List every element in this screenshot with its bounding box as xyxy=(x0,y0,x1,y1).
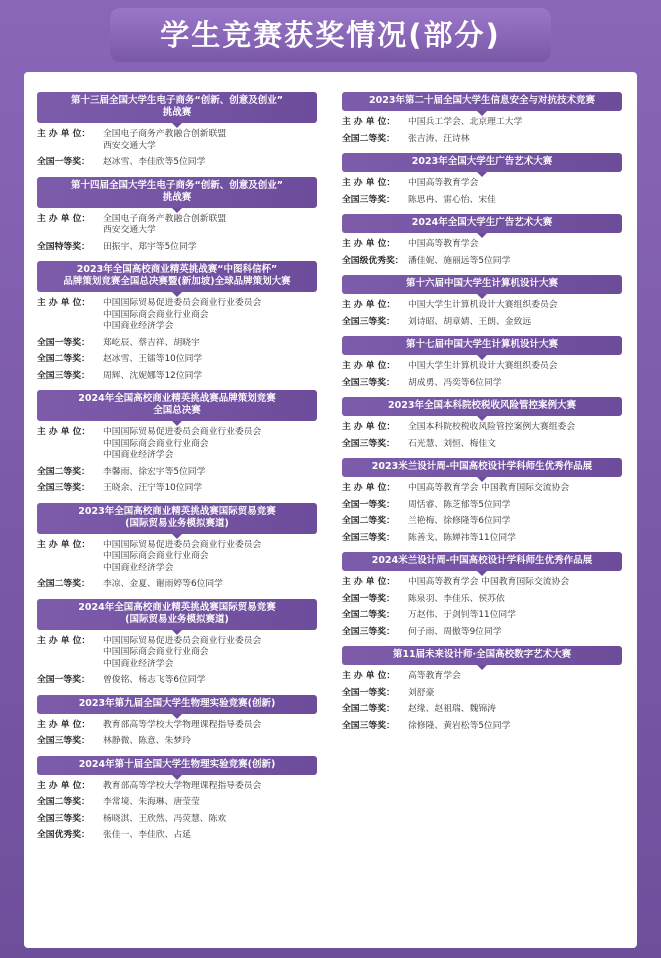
award-value: 中国国际贸易促进委员会商业行业委员会 中国国际商会商业行业商会 中国商业经济学会 xyxy=(103,635,262,669)
award-value: 中国高等教育学会 xyxy=(408,178,479,188)
award-row xyxy=(342,439,622,451)
award-row xyxy=(37,579,317,591)
award-label: 全国一等奖： xyxy=(342,499,395,510)
award-row xyxy=(342,610,622,622)
competition-block xyxy=(342,646,622,732)
award-label: 全国一等奖： xyxy=(342,687,395,698)
competition-title: 2024年第十届全国大学生物理实验竞赛(创新) xyxy=(37,756,317,775)
award-row xyxy=(37,157,317,169)
award-value: 石光慧、刘恒、梅佳文 xyxy=(408,438,496,449)
award-value: 王晓余、汪宁等10位同学 xyxy=(103,483,203,493)
award-row xyxy=(342,594,622,606)
awards-sheet xyxy=(24,72,637,948)
award-value: 刘舒豪 xyxy=(408,687,435,698)
competition-block xyxy=(342,214,622,267)
award-value: 中国高等教育学会 xyxy=(408,239,479,249)
award-label: 主 办 单 位： xyxy=(342,117,396,127)
award-label: 主 办 单 位： xyxy=(342,483,396,493)
award-label: 主 办 单 位： xyxy=(342,178,396,188)
award-label: 全国三等奖： xyxy=(342,377,395,388)
award-row xyxy=(37,736,317,748)
award-row xyxy=(37,298,317,333)
left-column xyxy=(37,92,317,850)
award-row xyxy=(342,500,622,512)
award-label: 全国三等奖： xyxy=(342,438,395,449)
award-value: 兰艳梅、徐修隆等6位同学 xyxy=(408,516,511,526)
award-row xyxy=(342,378,622,390)
award-value: 周恬睿、陈芝郁等5位同学 xyxy=(408,499,511,510)
competition-title: 第十三届全国大学生电子商务“创新、创意及创业” 挑战赛 xyxy=(37,92,317,123)
award-label: 全国二等奖： xyxy=(342,610,395,620)
award-row xyxy=(37,242,317,254)
award-value: 中国国际贸易促进委员会商业行业委员会 中国国际商会商业行业商会 中国商业经济学会 xyxy=(103,539,262,573)
award-row xyxy=(37,781,317,793)
award-row xyxy=(342,317,622,329)
award-row xyxy=(37,720,317,732)
award-row xyxy=(37,675,317,687)
award-label: 全国二等奖： xyxy=(342,704,395,714)
award-row xyxy=(342,361,622,373)
award-label: 全国三等奖： xyxy=(342,532,395,543)
competition-block xyxy=(342,397,622,450)
award-value: 万赵伟、于剑钊等11位同学 xyxy=(408,610,516,620)
competition-block xyxy=(37,261,317,382)
award-value: 赵冰雪、李佳欣等5位同学 xyxy=(103,157,206,167)
competition-block xyxy=(342,336,622,389)
award-value: 何子雨、周傲等9位同学 xyxy=(408,626,502,637)
award-row xyxy=(342,239,622,251)
award-label: 主 办 单 位： xyxy=(342,577,396,587)
award-row xyxy=(37,371,317,383)
award-row xyxy=(37,830,317,842)
competition-title: 2023年全国大学生广告艺术大赛 xyxy=(342,153,622,172)
award-value: 中国大学生计算机设计大赛组织委员会 xyxy=(408,361,558,371)
competition-block xyxy=(342,92,622,145)
award-label: 全国三等奖： xyxy=(342,720,395,731)
award-value: 李常境、朱海琳、唐莹莹 xyxy=(103,797,200,807)
award-label: 全国二等奖： xyxy=(37,354,90,364)
award-label: 全国三等奖： xyxy=(342,194,395,205)
award-value: 徐修隆、黄岩松等5位同学 xyxy=(408,720,511,731)
competition-block xyxy=(342,552,622,638)
award-value: 教育部高等学校大学物理课程指导委员会 xyxy=(103,719,262,730)
award-label: 主 办 单 位： xyxy=(37,129,91,139)
award-value: 教育部高等学校大学物理课程指导委员会 xyxy=(103,780,262,791)
award-label: 全国三等奖： xyxy=(342,316,395,327)
award-row xyxy=(342,577,622,589)
award-label: 主 办 单 位： xyxy=(37,719,91,730)
competition-title: 2024年全国大学生广告艺术大赛 xyxy=(342,214,622,233)
award-row xyxy=(342,704,622,716)
award-value: 中国大学生计算机设计大赛组织委员会 xyxy=(408,300,558,310)
award-label: 全国三等奖： xyxy=(37,736,90,746)
award-row xyxy=(37,129,317,152)
award-value: 林静微、陈意、朱梦玲 xyxy=(103,736,191,746)
award-row xyxy=(342,516,622,528)
award-row xyxy=(342,688,622,700)
award-label: 主 办 单 位： xyxy=(37,213,91,224)
competition-title: 第十七届中国大学生计算机设计大赛 xyxy=(342,336,622,355)
award-value: 李凉、金夏、谢雨婷等6位同学 xyxy=(103,579,223,589)
award-label: 全国二等奖： xyxy=(37,466,90,477)
award-row xyxy=(37,636,317,671)
award-value: 刘诗昭、胡章婧、王朗、金致远 xyxy=(408,316,532,327)
award-label: 主 办 单 位： xyxy=(342,239,396,249)
competition-block xyxy=(342,153,622,206)
award-value: 中国国际贸易促进委员会商业行业委员会 中国国际商会商业行业商会 中国商业经济学会 xyxy=(103,298,262,331)
award-row xyxy=(37,338,317,350)
award-label: 主 办 单 位： xyxy=(342,361,396,371)
competition-block xyxy=(37,503,317,591)
competition-block xyxy=(37,390,317,495)
award-label: 主 办 单 位： xyxy=(342,671,396,681)
award-row xyxy=(342,721,622,733)
right-column xyxy=(342,92,622,740)
award-row xyxy=(342,671,622,683)
page-title: 学生竞赛获奖情况(部分) xyxy=(110,8,551,62)
award-value: 赵缘、赵祖瑞、魏锦涛 xyxy=(408,704,496,714)
award-row xyxy=(342,195,622,207)
award-label: 全国三等奖： xyxy=(37,483,90,493)
award-row xyxy=(37,814,317,826)
competition-block xyxy=(37,756,317,842)
award-value: 曾俊铭、杨志飞等6位同学 xyxy=(103,675,206,685)
award-label: 主 办 单 位： xyxy=(37,427,91,437)
award-row xyxy=(37,797,317,809)
award-value: 李馨雨、徐宏宇等5位同学 xyxy=(103,466,206,477)
competition-title: 2023年全国高校商业精英挑战赛国际贸易竞赛 (国际贸易业务模拟赛道) xyxy=(37,503,317,534)
award-label: 全国二等奖： xyxy=(342,133,395,144)
competition-block xyxy=(37,695,317,748)
award-value: 陈思冉、雷心怡、宋佳 xyxy=(408,194,496,205)
competition-block xyxy=(37,92,317,169)
award-value: 全国电子商务产教融合创新联盟 西安交通大学 xyxy=(103,129,227,151)
award-value: 陈泉羽、李佳乐、侯苏依 xyxy=(408,593,505,604)
award-label: 全国三等奖： xyxy=(342,626,395,637)
award-row xyxy=(37,483,317,495)
competition-title: 第11届未来设计师·全国高校数字艺术大赛 xyxy=(342,646,622,665)
award-row xyxy=(342,117,622,129)
award-value: 胡成勇、冯奕等6位同学 xyxy=(408,377,502,388)
award-row xyxy=(37,214,317,237)
award-value: 杨晓淇、王欣然、冯荧慧、陈欢 xyxy=(103,813,227,824)
award-label: 主 办 单 位： xyxy=(37,780,91,791)
competition-block xyxy=(37,599,317,687)
award-row xyxy=(342,627,622,639)
competition-title: 2023年全国本科院校税收风险管控案例大赛 xyxy=(342,397,622,416)
competition-title: 2023年第二十届全国大学生信息安全与对抗技术竞赛 xyxy=(342,92,622,111)
award-label: 全国一等奖： xyxy=(37,157,90,167)
award-row xyxy=(342,178,622,190)
award-row xyxy=(342,483,622,495)
award-label: 主 办 单 位： xyxy=(37,635,91,646)
award-value: 高等教育学会 xyxy=(408,671,461,681)
award-value: 中国国际贸易促进委员会商业行业委员会 中国国际商会商业行业商会 中国商业经济学会 xyxy=(103,427,262,460)
award-value: 中国高等教育学会 中国教育国际交流协会 xyxy=(408,577,570,587)
award-value: 中国兵工学会、北京理工大学 xyxy=(408,117,523,127)
award-row xyxy=(37,427,317,462)
award-value: 张吉涛、汪诗林 xyxy=(408,133,470,144)
award-label: 主 办 单 位： xyxy=(37,298,91,308)
competition-title: 2024年全国高校商业精英挑战赛品牌策划竞赛 全国总决赛 xyxy=(37,390,317,421)
award-label: 全国级优秀奖： xyxy=(342,255,404,266)
award-label: 全国二等奖： xyxy=(342,516,395,526)
award-value: 中国高等教育学会 中国教育国际交流协会 xyxy=(408,483,570,493)
competition-title: 2023年全国高校商业精英挑战赛“中图科信杯” 品牌策划竞赛全国总决赛暨(新加坡)全球品牌策划大赛 xyxy=(37,261,317,292)
award-row xyxy=(37,540,317,575)
competition-title: 第十六届中国大学生计算机设计大赛 xyxy=(342,275,622,294)
competition-title: 2023年第九届全国大学生物理实验竞赛(创新) xyxy=(37,695,317,714)
award-value: 赵冰雪、王镭等10位同学 xyxy=(103,354,203,364)
award-label: 全国一等奖： xyxy=(37,337,90,348)
award-row xyxy=(342,422,622,434)
award-label: 主 办 单 位： xyxy=(342,300,396,310)
award-label: 全国三等奖： xyxy=(37,813,90,824)
award-row xyxy=(342,134,622,146)
award-value: 郑屹辰、蔡吉祥、胡晓宇 xyxy=(103,337,200,348)
competition-title: 2024米兰设计周-中国高校设计学科师生优秀作品展 xyxy=(342,552,622,571)
award-value: 全国电子商务产教融合创新联盟 西安交通大学 xyxy=(103,213,227,235)
competition-block xyxy=(342,275,622,328)
award-row xyxy=(342,300,622,312)
award-value: 田振宇、郑宇等5位同学 xyxy=(103,241,197,252)
award-row xyxy=(37,354,317,366)
award-label: 全国三等奖： xyxy=(37,370,90,381)
award-label: 全国特等奖： xyxy=(37,241,90,252)
competition-title: 2023米兰设计周-中国高校设计学科师生优秀作品展 xyxy=(342,458,622,477)
award-label: 主 办 单 位： xyxy=(342,422,396,432)
award-row xyxy=(342,533,622,545)
award-label: 全国一等奖： xyxy=(342,593,395,604)
competition-title: 第十四届全国大学生电子商务“创新、创意及创业” 挑战赛 xyxy=(37,177,317,208)
award-label: 主 办 单 位： xyxy=(37,539,91,550)
award-label: 全国优秀奖： xyxy=(37,830,90,840)
competition-title: 2024年全国高校商业精英挑战赛国际贸易竞赛 (国际贸易业务模拟赛道) xyxy=(37,599,317,630)
award-value: 周辉、沈妮娜等12位同学 xyxy=(103,370,203,381)
award-value: 陈善戈、陈婵祎等11位同学 xyxy=(408,532,516,543)
award-label: 全国二等奖： xyxy=(37,797,90,807)
award-label: 全国一等奖： xyxy=(37,675,90,685)
award-row xyxy=(342,256,622,268)
award-label: 全国二等奖： xyxy=(37,579,90,589)
award-value: 全国本科院校税收风险管控案例大赛组委会 xyxy=(408,422,576,432)
award-value: 潘佳妮、施丽远等5位同学 xyxy=(408,255,511,266)
competition-block xyxy=(37,177,317,254)
award-value: 张佳一、李佳欣、占延 xyxy=(103,830,191,840)
competition-block xyxy=(342,458,622,544)
award-row xyxy=(37,467,317,479)
